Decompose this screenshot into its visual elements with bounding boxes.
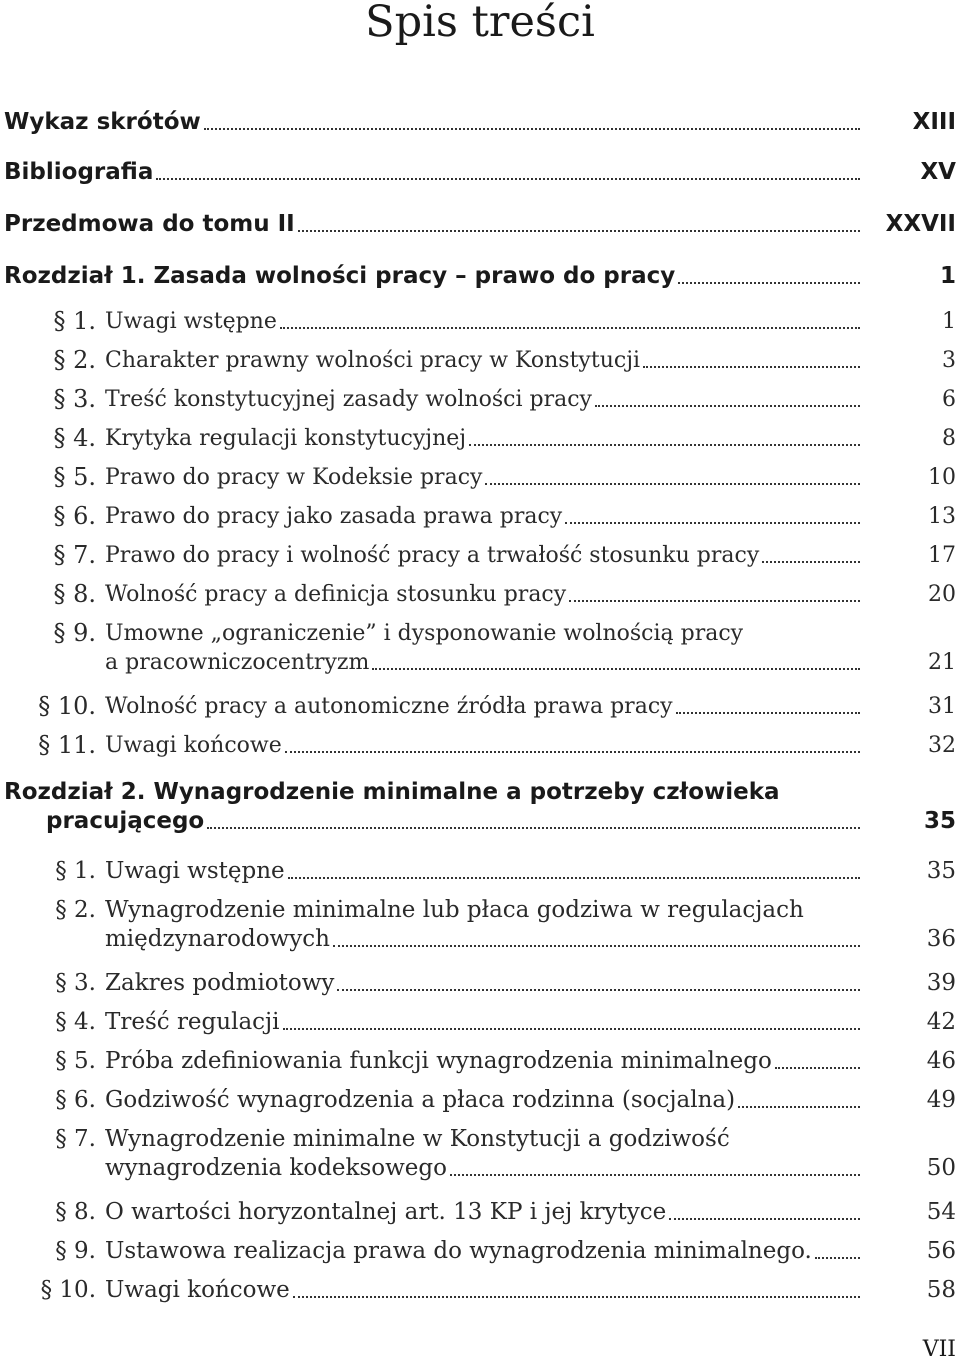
entry-title [105,692,862,721]
dot-leader [569,580,860,602]
section-marker [0,580,96,609]
section-marker [0,346,96,375]
entry-title-line [105,1125,862,1154]
dot-leader [204,108,860,130]
section-number: 4. [74,1009,96,1035]
page-number-ref: 13 [928,504,956,529]
section-symbol: § [38,692,51,720]
section-marker [0,1237,96,1266]
section-symbol: § [55,1126,67,1152]
page-number-ref: 36 [926,926,956,952]
section-symbol: § [55,1009,67,1035]
entry-title [105,1008,862,1037]
section-marker [0,463,96,492]
entry-title-line [105,619,862,648]
entry-title-text: Umowne „ograniczenie” i dysponowanie wolnością pracy [105,621,744,646]
entry-title-text: Godziwość wynagrodzenia a płaca rodzinna (socjalna) [105,1087,736,1113]
entry-title [105,1276,862,1305]
entry-title-text: Wynagrodzenie minimalne lub płaca godziwa w regulacjach [105,897,804,923]
entry-title [105,731,862,760]
entry-title-text: Wolność pracy a autonomiczne źródła prawa pracy [105,694,673,719]
section-symbol: § [55,897,67,923]
section-symbol: § [38,731,51,759]
section-number: 7. [73,541,96,569]
entry-title-line [105,307,862,336]
section-number: 5. [74,1048,96,1074]
entry-title-text: Prawo do pracy w Kodeksie pracy [105,465,483,490]
section-marker [0,424,96,453]
page-number-ref: 6 [942,387,956,412]
dot-leader [775,1047,860,1069]
entry-title-line [105,463,862,492]
entry-title-line [105,857,862,886]
section-symbol: § [53,502,66,530]
entry-title-line [4,262,862,291]
section-marker [0,502,96,531]
entry-title-text: Rozdział 2. Wynagrodzenie minimalne a potrzeby człowieka [4,779,780,805]
section-symbol: § [40,1277,53,1303]
entry-title-line [105,1086,862,1115]
entry-title [105,1086,862,1115]
entry-title-line [105,1237,862,1266]
dot-leader [565,502,860,524]
dot-leader [815,1237,860,1259]
entry-title-text: Treść konstytucyjnej zasady wolności pracy [105,387,592,412]
entry-title-text: Uwagi końcowe [105,1277,290,1303]
page-number: VII [922,1337,956,1362]
entry-title [105,580,862,609]
page-number-ref: 1 [942,309,956,334]
page-number-ref: 58 [926,1277,956,1303]
dot-leader [156,158,860,180]
section-marker [0,692,96,721]
dot-leader [676,692,860,714]
page-number-ref: 3 [942,348,956,373]
section-number: 4. [73,424,96,452]
entry-title [4,108,862,137]
dot-leader [283,1008,860,1030]
section-symbol: § [53,541,66,569]
entry-title-line [105,502,862,531]
section-symbol: § [55,1238,67,1264]
entry-title-line [105,1154,862,1183]
section-number: 8. [74,1199,96,1225]
section-marker [0,385,96,414]
section-marker [0,541,96,570]
entry-title [105,1125,862,1183]
entry-title-text: Treść regulacji [105,1009,280,1035]
entry-title-text: Zakres podmiotowy [105,970,335,996]
dot-leader [450,1154,860,1176]
section-marker [0,1008,96,1037]
entry-title-line [105,580,862,609]
section-symbol: § [53,424,66,452]
section-marker [0,857,96,886]
section-symbol: § [53,307,66,335]
dot-leader [372,648,860,670]
page-number-ref: 42 [926,1009,956,1035]
entry-title-text: pracującego [46,808,205,834]
section-symbol: § [55,858,67,884]
entry-title-text: Krytyka regulacji konstytucyjnej [105,426,467,451]
section-number: 10. [59,1277,96,1303]
section-symbol: § [55,1048,67,1074]
entry-title [4,158,862,187]
page-number-ref: 54 [926,1199,956,1225]
section-marker [0,1086,96,1115]
entry-title-text: Prawo do pracy i wolność pracy a trwałość stosunku pracy [105,543,760,568]
page-number-ref: 21 [928,650,956,675]
entry-title [105,1237,862,1266]
dot-leader [595,385,860,407]
section-marker [0,969,96,998]
section-symbol: § [53,619,66,647]
entry-title-line [105,896,862,925]
section-number: 5. [73,463,96,491]
entry-title-line [105,731,862,760]
page-number-ref: 35 [923,808,956,834]
section-number: 9. [74,1238,96,1264]
entry-title-line [105,385,862,414]
entry-title-line [4,210,862,239]
page-number-ref: 39 [926,970,956,996]
entry-title-text: Bibliografia [4,159,154,185]
entry-title-line [105,1047,862,1076]
entry-title-text: Wykaz skrótów [4,109,201,135]
entry-title [105,307,862,336]
entry-title-text: Prawo do pracy jako zasada prawa pracy [105,504,563,529]
entry-title-line [105,346,862,375]
section-marker [0,1047,96,1076]
entry-title [105,385,862,414]
page-number-ref: 50 [926,1155,956,1181]
section-number: 1. [74,858,96,884]
entry-title-text: Ustawowa realizacja prawa do wynagrodzenia minimalnego. [105,1238,812,1264]
entry-title-text: Charakter prawny wolności pracy w Konstytucji [105,348,641,373]
entry-title-line [105,925,862,954]
dot-leader [298,210,860,232]
entry-title [4,262,862,291]
dot-leader [280,307,860,329]
page-number-ref: 35 [926,858,956,884]
page-number-ref: XV [920,159,956,185]
section-symbol: § [55,1199,67,1225]
section-symbol: § [53,346,66,374]
dot-leader [669,1198,860,1220]
page-number-ref: XXVII [885,211,956,237]
section-symbol: § [53,463,66,491]
page-number-ref: 46 [926,1048,956,1074]
section-marker [0,307,96,336]
dot-leader [207,807,860,829]
entry-title [105,969,862,998]
dot-leader [469,424,860,446]
section-symbol: § [53,580,66,608]
page-number-ref: 8 [942,426,956,451]
entry-title-text: Uwagi wstępne [105,858,285,884]
dot-leader [288,857,860,879]
section-number: 9. [73,619,96,647]
entry-title [105,463,862,492]
page-number-ref: 10 [928,465,956,490]
entry-title-line [105,969,862,998]
entry-title-line [4,807,862,836]
page-title: Spis treści [365,0,595,47]
entry-title-text: Wolność pracy a definicja stosunku pracy [105,582,567,607]
page-number-ref: 20 [928,582,956,607]
section-number: 10. [57,692,96,720]
entry-title [105,346,862,375]
dot-leader [285,731,860,753]
entry-title [4,210,862,239]
section-number: 6. [73,502,96,530]
entry-title-line [105,1008,862,1037]
entry-title-line [105,424,862,453]
dot-leader [485,463,860,485]
section-marker [0,896,96,925]
page-number-ref: 17 [928,543,956,568]
entry-title-text: wynagrodzenia kodeksowego [105,1155,447,1181]
section-number: 2. [73,346,96,374]
page-number-ref: 56 [926,1238,956,1264]
entry-title [105,896,862,954]
section-number: 7. [74,1126,96,1152]
entry-title [105,1198,862,1227]
entry-title [105,857,862,886]
section-symbol: § [53,385,66,413]
dot-leader [762,541,860,563]
page-number-ref: 1 [939,263,956,289]
section-marker [0,1198,96,1227]
entry-title-text: Przedmowa do tomu II [4,211,295,237]
entry-title [105,502,862,531]
dot-leader [643,346,860,368]
entry-title-line [105,648,862,677]
entry-title-text: międzynarodowych [105,926,330,952]
page-number-ref: 31 [928,694,956,719]
dot-leader [337,969,860,991]
dot-leader [333,925,860,947]
dot-leader [678,262,860,284]
section-symbol: § [55,1087,67,1113]
section-number: 8. [73,580,96,608]
entry-title-line [105,1198,862,1227]
page-number-ref: XIII [912,109,956,135]
entry-title [105,541,862,570]
section-number: 11. [57,731,96,759]
section-number: 2. [74,897,96,923]
section-number: 6. [74,1087,96,1113]
entry-title-line [105,692,862,721]
entry-title-text: Wynagrodzenie minimalne w Konstytucji a godziwość [105,1126,730,1152]
entry-title-line [4,778,862,807]
entry-title-line [105,1276,862,1305]
section-marker [0,619,96,648]
entry-title-line [105,541,862,570]
entry-title-text: a pracowniczocentryzm [105,650,370,675]
entry-title [4,778,862,836]
section-marker [0,1276,96,1305]
entry-title-text: Uwagi końcowe [105,733,282,758]
entry-title-text: Próba zdefiniowania funkcji wynagrodzenia minimalnego [105,1048,772,1074]
entry-title-text: O wartości horyzontalnej art. 13 KP i jej krytyce [105,1199,667,1225]
entry-title-text: Uwagi wstępne [105,309,277,334]
entry-title [105,424,862,453]
entry-title-line [4,158,862,187]
section-marker [0,1125,96,1154]
page-number-ref: 32 [928,733,956,758]
page-number-ref: 49 [926,1087,956,1113]
section-marker [0,731,96,760]
section-number: 3. [74,970,96,996]
dot-leader [738,1086,860,1108]
entry-title-text: Rozdział 1. Zasada wolności pracy – prawo do pracy [4,263,676,289]
dot-leader [293,1276,860,1298]
section-number: 3. [73,385,96,413]
entry-title [105,619,862,677]
section-number: 1. [73,307,96,335]
entry-title [105,1047,862,1076]
section-symbol: § [55,970,67,996]
entry-title-line [4,108,862,137]
